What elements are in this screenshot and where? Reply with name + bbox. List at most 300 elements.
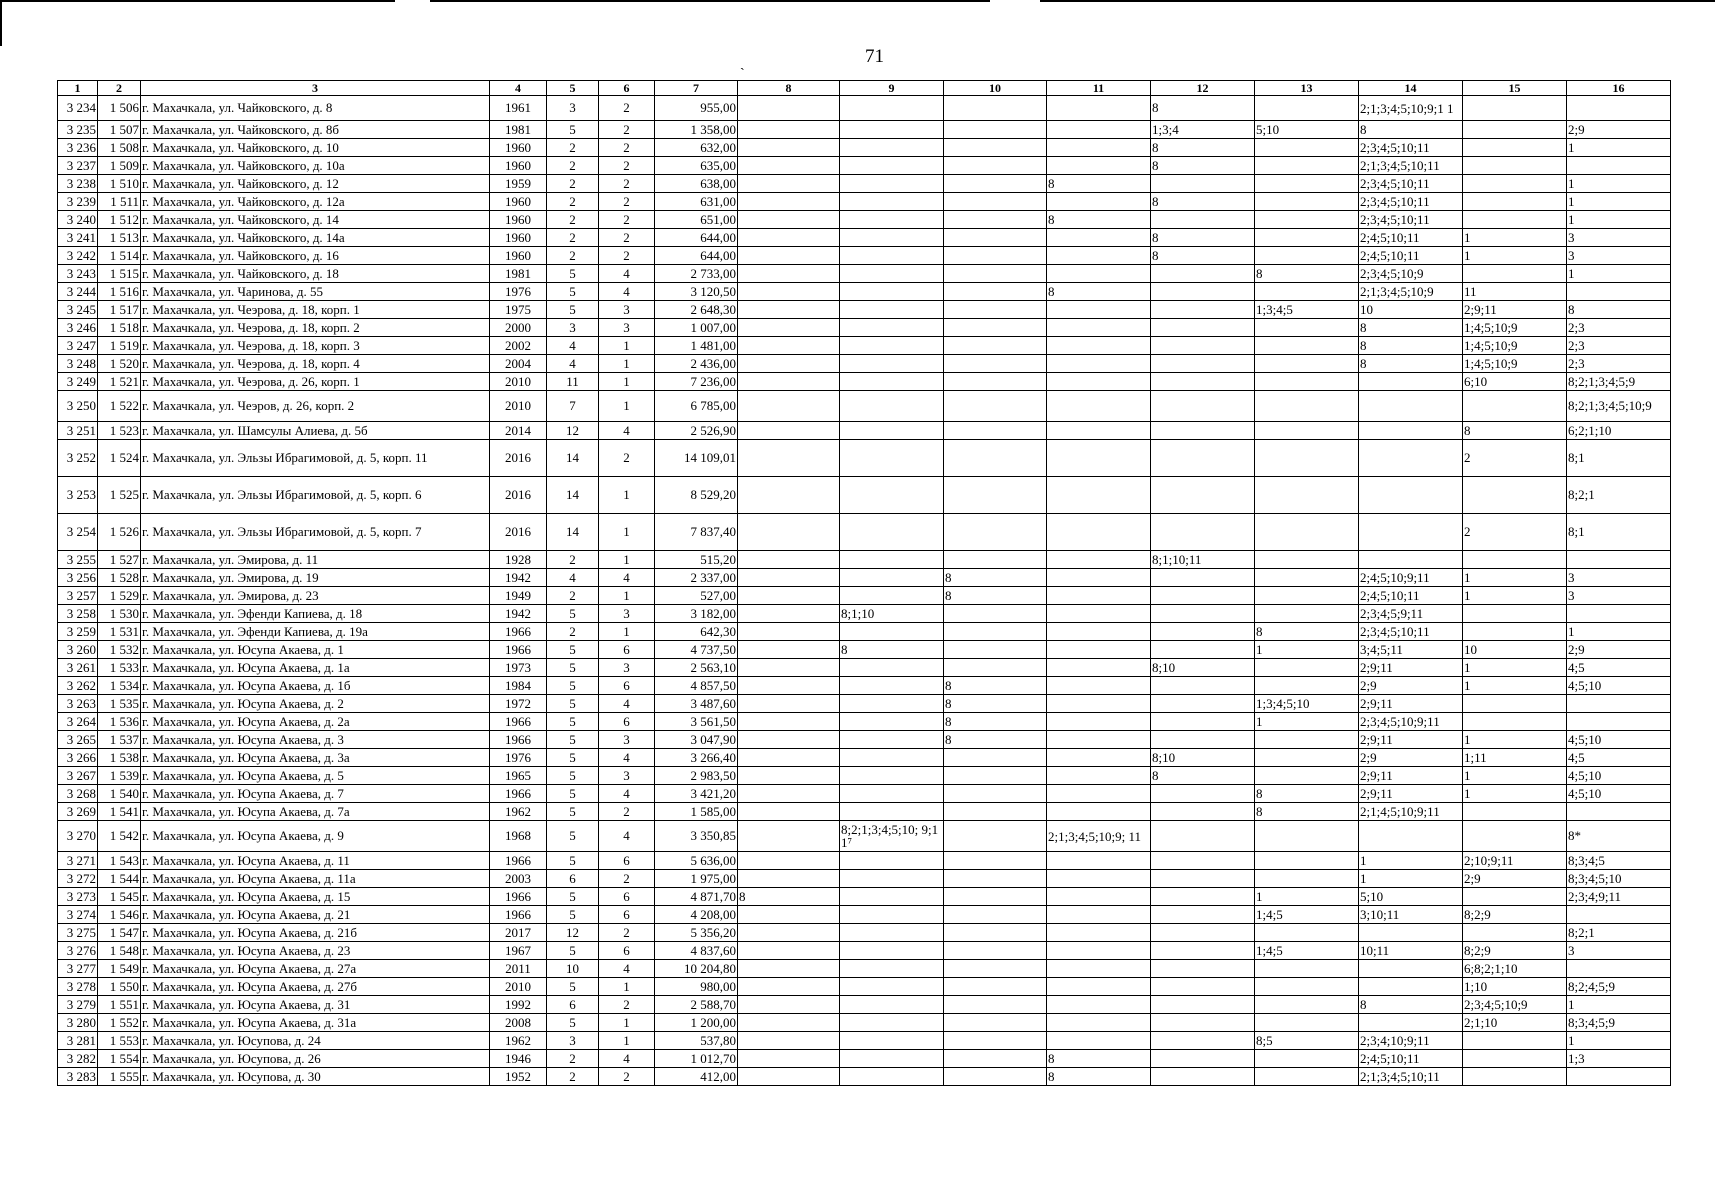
col-11-cell: [1047, 803, 1151, 821]
row-number-cell: 3 235: [58, 121, 98, 139]
col-9-cell: [840, 301, 944, 319]
table-row: [58, 157, 1671, 175]
col-9-cell: [840, 924, 944, 942]
year-built-cell: 1976: [490, 283, 547, 301]
entrances-cell: 3: [599, 301, 655, 319]
col-12-cell: [1151, 978, 1255, 996]
col-8-cell: [738, 121, 840, 139]
area-cell: 4 737,50: [655, 641, 738, 659]
col-15-cell: 1: [1463, 247, 1567, 265]
area-cell: 1 358,00: [655, 121, 738, 139]
building-number-cell: 1 540: [98, 785, 141, 803]
floors-cell: 14: [547, 440, 599, 477]
col-15-cell: [1463, 623, 1567, 641]
entrances-cell: 6: [599, 641, 655, 659]
col-14-cell: 8: [1359, 121, 1463, 139]
year-built-cell: 1992: [490, 996, 547, 1014]
table-row: [58, 247, 1671, 265]
col-14-cell: 2;4;5;10;11: [1359, 587, 1463, 605]
table-row: [58, 1032, 1671, 1050]
building-number-cell: 1 532: [98, 641, 141, 659]
col-9-cell: [840, 731, 944, 749]
address-cell: г. Махачкала, ул. Эльзы Ибрагимовой, д. 5, корп. 7: [141, 514, 490, 551]
table-row: [58, 960, 1671, 978]
area-cell: 2 588,70: [655, 996, 738, 1014]
col-13-cell: 5;10: [1255, 121, 1359, 139]
col-16-cell: [1567, 283, 1671, 301]
col-16-cell: [1567, 96, 1671, 121]
floors-cell: 4: [547, 569, 599, 587]
col-13-cell: 8: [1255, 785, 1359, 803]
area-cell: 1 200,00: [655, 1014, 738, 1032]
table-row: [58, 852, 1671, 870]
address-cell: г. Махачкала, ул. Юсупа Акаева, д. 2а: [141, 713, 490, 731]
buildings-table: [57, 80, 1671, 1086]
building-number-cell: 1 543: [98, 852, 141, 870]
col-12-cell: [1151, 265, 1255, 283]
area-cell: 644,00: [655, 247, 738, 265]
area-cell: 1 975,00: [655, 870, 738, 888]
col-12-cell: 8;10: [1151, 749, 1255, 767]
col-16-cell: [1567, 695, 1671, 713]
col-10-cell: [944, 924, 1047, 942]
entrances-cell: 3: [599, 319, 655, 337]
table-row: [58, 551, 1671, 569]
col-13-cell: 8;5: [1255, 1032, 1359, 1050]
col-16-cell: 2;9: [1567, 641, 1671, 659]
entrances-cell: 4: [599, 960, 655, 978]
column-header-16: 16: [1567, 81, 1671, 96]
col-15-cell: 1: [1463, 587, 1567, 605]
building-number-cell: 1 542: [98, 821, 141, 852]
building-number-cell: 1 507: [98, 121, 141, 139]
col-15-cell: 2;9: [1463, 870, 1567, 888]
col-11-cell: [1047, 440, 1151, 477]
col-9-cell: [840, 803, 944, 821]
address-cell: г. Махачкала, ул. Юсупа Акаева, д. 15: [141, 888, 490, 906]
area-cell: 638,00: [655, 175, 738, 193]
col-8-cell: [738, 587, 840, 605]
area-cell: 2 436,00: [655, 355, 738, 373]
row-number-cell: 3 266: [58, 749, 98, 767]
address-cell: г. Махачкала, ул. Эмирова, д. 19: [141, 569, 490, 587]
col-14-cell: 2;4;5;10;11: [1359, 247, 1463, 265]
area-cell: 3 120,50: [655, 283, 738, 301]
col-14-cell: 1: [1359, 870, 1463, 888]
top-rule-2: [430, 0, 990, 2]
col-13-cell: 1;4;5: [1255, 906, 1359, 924]
col-12-cell: [1151, 924, 1255, 942]
table-row: [58, 301, 1671, 319]
entrances-cell: 2: [599, 996, 655, 1014]
year-built-cell: 2016: [490, 477, 547, 514]
col-14-cell: 2;9;11: [1359, 731, 1463, 749]
floors-cell: 5: [547, 641, 599, 659]
col-16-cell: [1567, 605, 1671, 623]
col-8-cell: [738, 422, 840, 440]
col-11-cell: [1047, 623, 1151, 641]
col-15-cell: [1463, 803, 1567, 821]
col-9-cell: [840, 391, 944, 422]
area-cell: 1 007,00: [655, 319, 738, 337]
col-16-cell: 6;2;1;10: [1567, 422, 1671, 440]
col-15-cell: [1463, 888, 1567, 906]
col-8-cell: [738, 373, 840, 391]
year-built-cell: 1966: [490, 623, 547, 641]
col-16-cell: 8;3;4;5;9: [1567, 1014, 1671, 1032]
col-11-cell: [1047, 319, 1151, 337]
building-number-cell: 1 518: [98, 319, 141, 337]
col-11-cell: [1047, 605, 1151, 623]
area-cell: 635,00: [655, 157, 738, 175]
col-16-cell: 3: [1567, 569, 1671, 587]
table-row: [58, 731, 1671, 749]
col-15-cell: [1463, 157, 1567, 175]
entrances-cell: 2: [599, 157, 655, 175]
col-10-cell: [944, 355, 1047, 373]
col-13-cell: 8: [1255, 803, 1359, 821]
row-number-cell: 3 273: [58, 888, 98, 906]
col-14-cell: 2;3;4;5;10;11: [1359, 623, 1463, 641]
col-13-cell: 8: [1255, 265, 1359, 283]
col-10-cell: [944, 978, 1047, 996]
address-cell: г. Махачкала, ул. Юсупова, д. 26: [141, 1050, 490, 1068]
col-8-cell: [738, 477, 840, 514]
year-built-cell: 1959: [490, 175, 547, 193]
area-cell: 527,00: [655, 587, 738, 605]
col-15-cell: 1: [1463, 229, 1567, 247]
col-9-cell: [840, 422, 944, 440]
entrances-cell: 2: [599, 175, 655, 193]
building-number-cell: 1 517: [98, 301, 141, 319]
col-12-cell: [1151, 569, 1255, 587]
year-built-cell: 1960: [490, 193, 547, 211]
floors-cell: 6: [547, 996, 599, 1014]
col-8-cell: [738, 1032, 840, 1050]
col-13-cell: [1255, 996, 1359, 1014]
column-header-10: 10: [944, 81, 1047, 96]
col-16-cell: 3: [1567, 247, 1671, 265]
col-8-cell: [738, 713, 840, 731]
col-9-cell: [840, 677, 944, 695]
area-cell: 3 266,40: [655, 749, 738, 767]
address-cell: г. Махачкала, ул. Эмирова, д. 23: [141, 587, 490, 605]
col-15-cell: 2;1;10: [1463, 1014, 1567, 1032]
table-row: [58, 440, 1671, 477]
address-cell: г. Махачкала, ул. Юсупа Акаева, д. 23: [141, 942, 490, 960]
col-15-cell: 1: [1463, 785, 1567, 803]
building-number-cell: 1 509: [98, 157, 141, 175]
col-15-cell: 1;4;5;10;9: [1463, 355, 1567, 373]
col-10-cell: [944, 157, 1047, 175]
col-15-cell: 6;8;2;1;10: [1463, 960, 1567, 978]
col-13-cell: [1255, 569, 1359, 587]
year-built-cell: 1966: [490, 713, 547, 731]
year-built-cell: 1960: [490, 211, 547, 229]
col-10-cell: [944, 337, 1047, 355]
building-number-cell: 1 510: [98, 175, 141, 193]
col-11-cell: [1047, 852, 1151, 870]
entrances-cell: 2: [599, 924, 655, 942]
col-9-cell: 8;1;10: [840, 605, 944, 623]
year-built-cell: 2002: [490, 337, 547, 355]
col-14-cell: [1359, 514, 1463, 551]
col-10-cell: 8: [944, 695, 1047, 713]
table-row: [58, 713, 1671, 731]
col-12-cell: [1151, 942, 1255, 960]
col-12-cell: [1151, 283, 1255, 301]
col-15-cell: 2;10;9;11: [1463, 852, 1567, 870]
col-8-cell: [738, 569, 840, 587]
floors-cell: 5: [547, 695, 599, 713]
col-14-cell: 1: [1359, 852, 1463, 870]
year-built-cell: 1942: [490, 605, 547, 623]
row-number-cell: 3 241: [58, 229, 98, 247]
row-number-cell: 3 252: [58, 440, 98, 477]
address-cell: г. Махачкала, ул. Юсупа Акаева, д. 7: [141, 785, 490, 803]
floors-cell: 2: [547, 587, 599, 605]
col-10-cell: [944, 659, 1047, 677]
area-cell: 7 837,40: [655, 514, 738, 551]
table-row: [58, 695, 1671, 713]
row-number-cell: 3 249: [58, 373, 98, 391]
year-built-cell: 1968: [490, 821, 547, 852]
col-13-cell: [1255, 960, 1359, 978]
entrances-cell: 6: [599, 942, 655, 960]
table-row: [58, 605, 1671, 623]
col-13-cell: [1255, 677, 1359, 695]
address-cell: г. Махачкала, ул. Чайковского, д. 12а: [141, 193, 490, 211]
col-10-cell: [944, 641, 1047, 659]
col-14-cell: 2;1;3;4;5;10;9;1 1: [1359, 96, 1463, 121]
col-12-cell: 8;1;10;11: [1151, 551, 1255, 569]
address-cell: г. Махачкала, ул. Чайковского, д. 16: [141, 247, 490, 265]
column-header-3: 3: [141, 81, 490, 96]
entrances-cell: 3: [599, 659, 655, 677]
col-13-cell: [1255, 337, 1359, 355]
address-cell: г. Махачкала, ул. Юсупа Акаева, д. 27б: [141, 978, 490, 996]
row-number-cell: 3 242: [58, 247, 98, 265]
col-13-cell: [1255, 821, 1359, 852]
col-14-cell: 2;9;11: [1359, 659, 1463, 677]
year-built-cell: 1976: [490, 749, 547, 767]
col-10-cell: [944, 96, 1047, 121]
col-8-cell: [738, 1014, 840, 1032]
col-12-cell: [1151, 623, 1255, 641]
table-row: [58, 641, 1671, 659]
entrances-cell: 1: [599, 623, 655, 641]
year-built-cell: 1966: [490, 785, 547, 803]
table-row: [58, 422, 1671, 440]
col-8-cell: [738, 641, 840, 659]
col-14-cell: [1359, 477, 1463, 514]
col-12-cell: [1151, 319, 1255, 337]
year-built-cell: 2008: [490, 1014, 547, 1032]
building-number-cell: 1 520: [98, 355, 141, 373]
col-10-cell: [944, 942, 1047, 960]
col-9-cell: [840, 785, 944, 803]
col-11-cell: [1047, 121, 1151, 139]
col-13-cell: [1255, 319, 1359, 337]
area-cell: 2 526,90: [655, 422, 738, 440]
col-16-cell: 8;2;1;3;4;5;9: [1567, 373, 1671, 391]
year-built-cell: 1981: [490, 265, 547, 283]
entrances-cell: 6: [599, 888, 655, 906]
col-8-cell: [738, 803, 840, 821]
col-9-cell: [840, 551, 944, 569]
area-cell: 6 785,00: [655, 391, 738, 422]
year-built-cell: 2010: [490, 373, 547, 391]
col-10-cell: [944, 193, 1047, 211]
area-cell: 8 529,20: [655, 477, 738, 514]
col-8-cell: [738, 193, 840, 211]
col-16-cell: 2;9: [1567, 121, 1671, 139]
col-14-cell: 2;1;4;5;10;9;11: [1359, 803, 1463, 821]
col-13-cell: [1255, 978, 1359, 996]
col-9-cell: [840, 888, 944, 906]
floors-cell: 5: [547, 713, 599, 731]
area-cell: 515,20: [655, 551, 738, 569]
col-14-cell: 2;4;5;10;9;11: [1359, 569, 1463, 587]
col-14-cell: [1359, 978, 1463, 996]
col-12-cell: [1151, 605, 1255, 623]
col-12-cell: [1151, 852, 1255, 870]
table-row: [58, 1050, 1671, 1068]
col-8-cell: [738, 749, 840, 767]
address-cell: г. Махачкала, ул. Чеэров, д. 26, корп. 2: [141, 391, 490, 422]
col-9-cell: [840, 1014, 944, 1032]
col-16-cell: 1: [1567, 623, 1671, 641]
table-row: [58, 924, 1671, 942]
table-row: [58, 587, 1671, 605]
col-14-cell: 2;3;4;5;10;11: [1359, 175, 1463, 193]
col-16-cell: 2;3: [1567, 355, 1671, 373]
col-12-cell: 8: [1151, 157, 1255, 175]
building-number-cell: 1 544: [98, 870, 141, 888]
row-number-cell: 3 234: [58, 96, 98, 121]
col-9-cell: [840, 337, 944, 355]
col-8-cell: [738, 355, 840, 373]
year-built-cell: 2010: [490, 391, 547, 422]
col-15-cell: [1463, 924, 1567, 942]
col-16-cell: [1567, 906, 1671, 924]
address-cell: г. Махачкала, ул. Юсупова, д. 30: [141, 1068, 490, 1086]
year-built-cell: 1984: [490, 677, 547, 695]
col-11-cell: 8: [1047, 175, 1151, 193]
col-15-cell: 8;2;9: [1463, 906, 1567, 924]
col-12-cell: [1151, 960, 1255, 978]
area-cell: 5 356,20: [655, 924, 738, 942]
col-9-cell: [840, 978, 944, 996]
area-cell: 3 561,50: [655, 713, 738, 731]
building-number-cell: 1 551: [98, 996, 141, 1014]
col-9-cell: [840, 1032, 944, 1050]
address-cell: г. Махачкала, ул. Чайковского, д. 8б: [141, 121, 490, 139]
entrances-cell: 4: [599, 785, 655, 803]
year-built-cell: 1981: [490, 121, 547, 139]
col-8-cell: [738, 870, 840, 888]
col-11-cell: [1047, 477, 1151, 514]
col-16-cell: [1567, 1068, 1671, 1086]
column-header-15: 15: [1463, 81, 1567, 96]
row-number-cell: 3 255: [58, 551, 98, 569]
address-cell: г. Махачкала, ул. Чаринова, д. 55: [141, 283, 490, 301]
col-13-cell: [1255, 96, 1359, 121]
col-12-cell: [1151, 391, 1255, 422]
row-number-cell: 3 279: [58, 996, 98, 1014]
building-number-cell: 1 546: [98, 906, 141, 924]
building-number-cell: 1 541: [98, 803, 141, 821]
col-13-cell: [1255, 193, 1359, 211]
table-row: [58, 121, 1671, 139]
floors-cell: 5: [547, 283, 599, 301]
col-13-cell: [1255, 605, 1359, 623]
col-10-cell: [944, 906, 1047, 924]
area-cell: 4 871,70: [655, 888, 738, 906]
col-13-cell: [1255, 157, 1359, 175]
year-built-cell: 1960: [490, 157, 547, 175]
col-15-cell: [1463, 139, 1567, 157]
col-16-cell: 1: [1567, 175, 1671, 193]
floors-cell: 5: [547, 605, 599, 623]
area-cell: 632,00: [655, 139, 738, 157]
col-16-cell: 4;5;10: [1567, 767, 1671, 785]
col-12-cell: 8: [1151, 767, 1255, 785]
address-cell: г. Махачкала, ул. Юсупа Акаева, д. 7а: [141, 803, 490, 821]
col-16-cell: 2;3: [1567, 319, 1671, 337]
year-built-cell: 2011: [490, 960, 547, 978]
col-15-cell: 1;4;5;10;9: [1463, 337, 1567, 355]
address-cell: г. Махачкала, ул. Эфенди Капиева, д. 18: [141, 605, 490, 623]
col-16-cell: 8: [1567, 301, 1671, 319]
building-number-cell: 1 549: [98, 960, 141, 978]
address-cell: г. Махачкала, ул. Юсупа Акаева, д. 11: [141, 852, 490, 870]
floors-cell: 5: [547, 731, 599, 749]
row-number-cell: 3 270: [58, 821, 98, 852]
col-16-cell: [1567, 960, 1671, 978]
col-15-cell: [1463, 1032, 1567, 1050]
building-number-cell: 1 554: [98, 1050, 141, 1068]
col-13-cell: [1255, 247, 1359, 265]
col-9-cell: [840, 96, 944, 121]
year-built-cell: 1960: [490, 229, 547, 247]
col-13-cell: [1255, 139, 1359, 157]
col-14-cell: [1359, 391, 1463, 422]
entrances-cell: 1: [599, 551, 655, 569]
col-16-cell: 1: [1567, 193, 1671, 211]
building-number-cell: 1 530: [98, 605, 141, 623]
building-number-cell: 1 555: [98, 1068, 141, 1086]
entrances-cell: 4: [599, 821, 655, 852]
row-number-cell: 3 256: [58, 569, 98, 587]
entrances-cell: 6: [599, 677, 655, 695]
building-number-cell: 1 515: [98, 265, 141, 283]
col-14-cell: 2;3;4;5;10;9: [1359, 265, 1463, 283]
entrances-cell: 1: [599, 373, 655, 391]
building-number-cell: 1 553: [98, 1032, 141, 1050]
entrances-cell: 4: [599, 1050, 655, 1068]
entrances-cell: 6: [599, 713, 655, 731]
year-built-cell: 1972: [490, 695, 547, 713]
col-14-cell: 2;3;4;5;10;11: [1359, 211, 1463, 229]
col-15-cell: [1463, 605, 1567, 623]
entrances-cell: 2: [599, 229, 655, 247]
top-rule-3: [1040, 0, 1715, 2]
col-11-cell: [1047, 960, 1151, 978]
entrances-cell: 1: [599, 391, 655, 422]
col-11-cell: [1047, 587, 1151, 605]
year-built-cell: 1973: [490, 659, 547, 677]
